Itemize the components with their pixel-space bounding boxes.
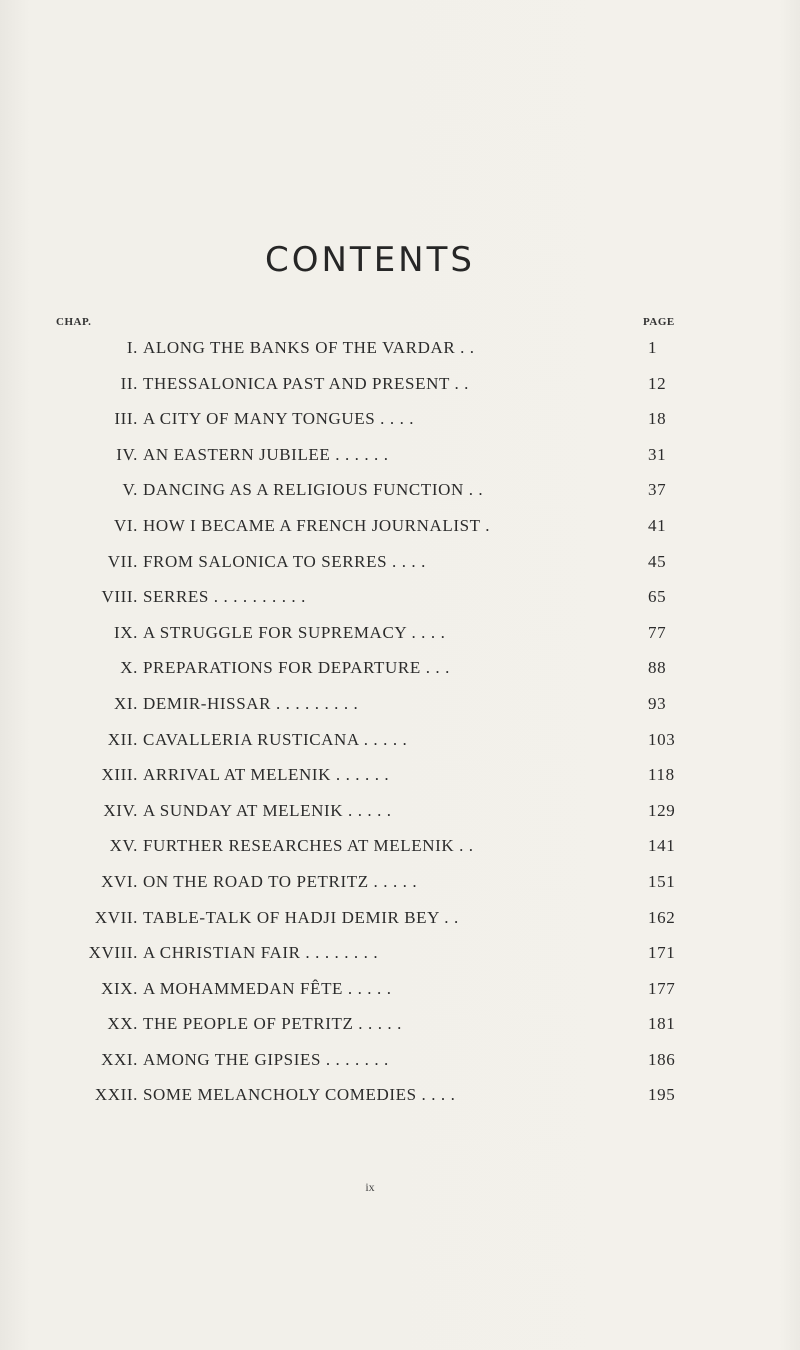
chapter-title: AN EASTERN JUBILEE . . . . . . (143, 444, 389, 464)
toc-entry (0, 686, 800, 722)
page-number: 118 (648, 765, 675, 785)
page-number: 177 (648, 978, 676, 998)
chapter-title: A SUNDAY AT MELENIK . . . . . (143, 800, 392, 820)
chapter-title: DEMIR-HISSAR . . . . . . . . . (143, 693, 359, 713)
table-of-contents (0, 330, 800, 1113)
toc-entry (0, 1006, 800, 1042)
toc-entry (0, 828, 800, 864)
page-number: 1 (648, 338, 658, 357)
page-number: 77 (648, 622, 667, 642)
chapter-title: ALONG THE BANKS OF THE VARDAR . . (143, 338, 475, 357)
chapter-number: XX. (107, 1014, 138, 1034)
chapter-number: I. (126, 338, 138, 357)
page-number: 31 (648, 444, 667, 464)
chapter-column-header: CHAP. (56, 316, 92, 328)
chapter-title: PREPARATIONS FOR DEPARTURE . . . (143, 658, 450, 678)
chapter-title: SOME MELANCHOLY COMEDIES . . . . (143, 1085, 456, 1105)
chapter-title: THESSALONICA PAST AND PRESENT . . (143, 373, 470, 393)
page-number: 12 (648, 373, 667, 393)
chapter-title: A MOHAMMEDAN FÊTE . . . . . (143, 978, 392, 998)
page-number: 181 (648, 1014, 676, 1034)
page-number: 65 (648, 587, 667, 607)
chapter-title: AMONG THE GIPSIES . . . . . . . (143, 1049, 389, 1069)
chapter-title: HOW I BECAME A FRENCH JOURNALIST . (143, 515, 491, 535)
chapter-number: XVII. (94, 907, 138, 927)
chapter-number: XVIII. (88, 943, 138, 963)
toc-entry (0, 508, 800, 544)
chapter-number: XI. (114, 693, 138, 713)
toc-entry (0, 579, 800, 615)
toc-entry (0, 330, 800, 366)
chapter-title: FROM SALONICA TO SERRES . . . . (143, 551, 426, 571)
toc-entry (0, 1077, 800, 1113)
chapter-title: ON THE ROAD TO PETRITZ . . . . . (143, 871, 418, 891)
chapter-title: SERRES . . . . . . . . . . (143, 587, 306, 607)
page-number: 103 (648, 729, 676, 749)
chapter-number: VI. (114, 515, 138, 535)
page-number: 37 (648, 480, 667, 500)
chapter-title: TABLE-TALK OF HADJI DEMIR BEY . . (143, 907, 459, 927)
toc-entry (0, 544, 800, 580)
toc-entry (0, 472, 800, 508)
page-number: 93 (648, 693, 667, 713)
chapter-title: A CITY OF MANY TONGUES . . . . (143, 409, 415, 429)
toc-entry (0, 900, 800, 936)
chapter-number: XXII. (94, 1085, 138, 1105)
page-number: 186 (648, 1049, 676, 1069)
page-number: 45 (648, 551, 667, 571)
chapter-number: XIX. (101, 978, 138, 998)
chapter-title: THE PEOPLE OF PETRITZ . . . . . (143, 1014, 402, 1034)
chapter-number: V. (122, 480, 138, 500)
page-number: 162 (648, 907, 676, 927)
chapter-number: II. (120, 373, 138, 393)
toc-entry (0, 793, 800, 829)
chapter-number: XII. (107, 729, 138, 749)
toc-entry (0, 437, 800, 473)
page-number: 41 (648, 515, 667, 535)
chapter-number: IX. (114, 622, 138, 642)
page-number: 88 (648, 658, 667, 678)
page-column-header: PAGE (643, 316, 675, 328)
chapter-number: XV. (109, 836, 138, 856)
toc-entry (0, 971, 800, 1007)
chapter-title: DANCING AS A RELIGIOUS FUNCTION . . (143, 480, 484, 500)
toc-entry (0, 401, 800, 437)
page-number: 141 (648, 836, 676, 856)
chapter-number: III. (114, 409, 138, 429)
page-number: 171 (648, 943, 676, 963)
toc-entry (0, 1042, 800, 1078)
chapter-number: VIII. (101, 587, 138, 607)
chapter-number: IV. (116, 444, 138, 464)
chapter-title: A CHRISTIAN FAIR . . . . . . . . (143, 943, 379, 963)
page-number: 129 (648, 800, 676, 820)
chapter-title: FURTHER RESEARCHES AT MELENIK . . (143, 836, 474, 856)
chapter-number: XXI. (101, 1049, 138, 1069)
toc-entry (0, 722, 800, 758)
chapter-title: A STRUGGLE FOR SUPREMACY . . . . (143, 622, 446, 642)
page-number: 151 (648, 871, 676, 891)
page-folio: ix (365, 1180, 375, 1194)
toc-entry (0, 615, 800, 651)
chapter-number: VII. (107, 551, 138, 571)
page-number: 18 (648, 409, 667, 429)
toc-entry (0, 864, 800, 900)
page-number: 195 (648, 1085, 676, 1105)
chapter-number: XVI. (101, 871, 138, 891)
chapter-title: ARRIVAL AT MELENIK . . . . . . (143, 765, 390, 785)
toc-entry (0, 757, 800, 793)
chapter-number: XIV. (103, 800, 138, 820)
page-title: CONTENTS (265, 240, 475, 280)
chapter-title: CAVALLERIA RUSTICANA . . . . . (143, 729, 408, 749)
chapter-number: X. (120, 658, 138, 678)
chapter-number: XIII. (101, 765, 138, 785)
toc-entry (0, 650, 800, 686)
toc-entry (0, 366, 800, 402)
toc-entry (0, 935, 800, 971)
